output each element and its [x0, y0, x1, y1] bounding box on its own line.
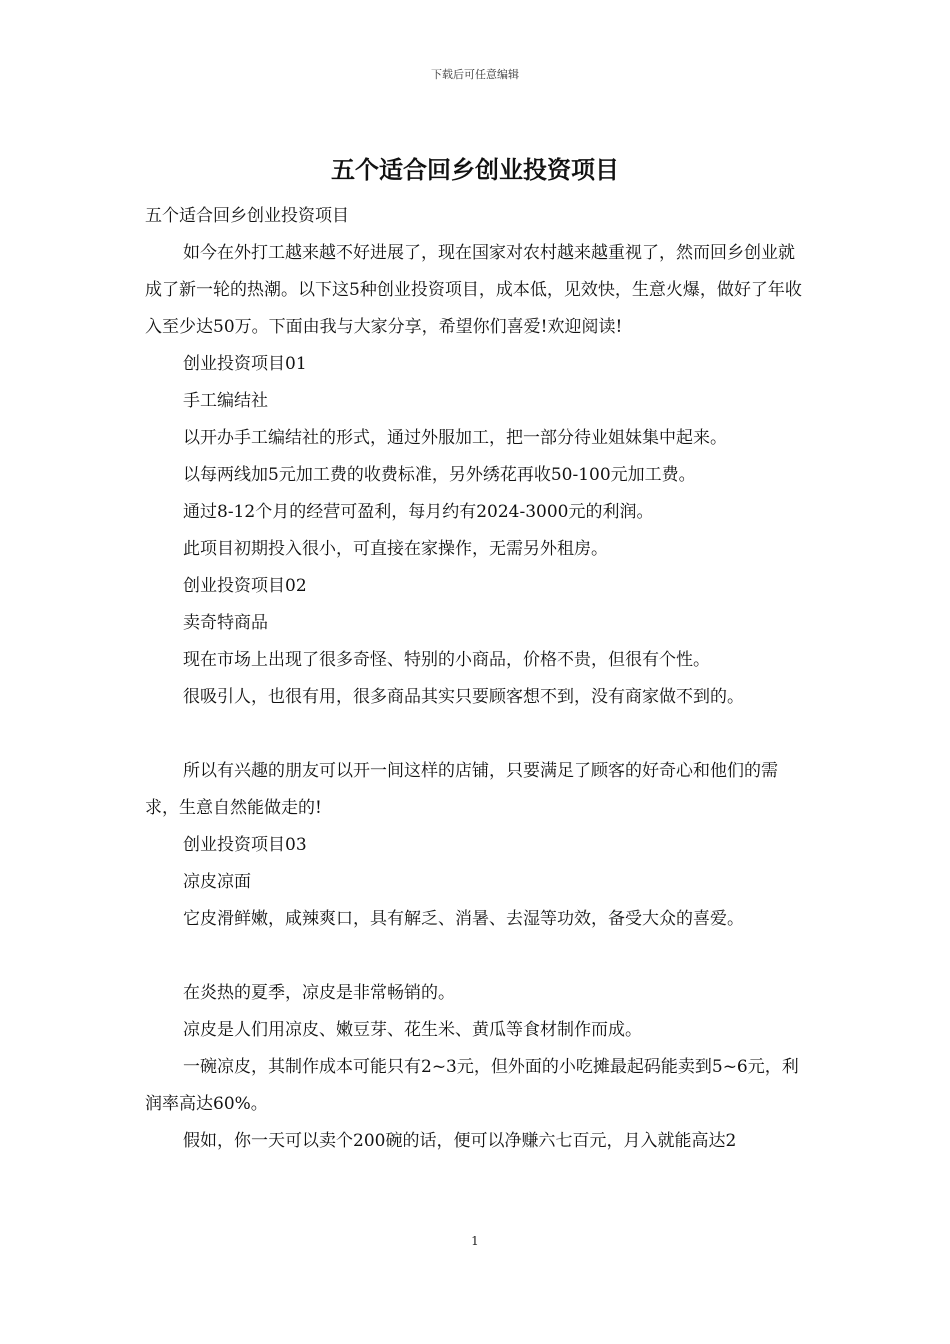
- paragraph: 此项目初期投入很小，可直接在家操作，无需另外租房。: [183, 539, 608, 559]
- paragraph: 很吸引人，也很有用，很多商品其实只要顾客想不到，没有商家做不到的。: [183, 687, 744, 707]
- paragraph: 以每两线加5元加工费的收费标准，另外绣花再收50-100元加工费。: [183, 465, 696, 485]
- paragraph: 它皮滑鲜嫩，咸辣爽口，具有解乏、消暑、去湿等功效，备受大众的喜爱。: [183, 909, 744, 929]
- section-heading-01: 创业投资项目01: [183, 354, 307, 374]
- paragraph: 在炎热的夏季，凉皮是非常畅销的。: [183, 983, 455, 1003]
- paragraph: 以开办手工编结社的形式，通过外服加工，把一部分待业姐妹集中起来。: [183, 428, 727, 448]
- document-title: 五个适合回乡创业投资项目: [331, 156, 619, 184]
- project-name-02: 卖奇特商品: [183, 613, 268, 633]
- project-name-01: 手工编结社: [183, 391, 268, 411]
- project-name-03: 凉皮凉面: [183, 872, 251, 892]
- paragraph-subtitle: 五个适合回乡创业投资项目: [145, 206, 349, 226]
- section-heading-02: 创业投资项目02: [183, 576, 307, 596]
- page-number: 1: [471, 1234, 479, 1248]
- paragraph: 假如，你一天可以卖个200碗的话，便可以净赚六七百元，月入就能高达2: [183, 1131, 737, 1151]
- blank-line: [145, 716, 810, 753]
- paragraph: 一碗凉皮，其制作成本可能只有2~3元，但外面的小吃摊最起码能卖到5~6元，利润率高达60%。: [145, 1057, 799, 1114]
- paragraph: 凉皮是人们用凉皮、嫩豆芽、花生米、黄瓜等食材制作而成。: [183, 1020, 642, 1040]
- paragraph: 所以有兴趣的朋友可以开一间这样的店铺，只要满足了顾客的好奇心和他们的需求，生意自然能做走的!: [145, 761, 778, 818]
- document-body: [145, 198, 810, 1160]
- section-heading-03: 创业投资项目03: [183, 835, 307, 855]
- paragraph: 通过8-12个月的经营可盈利，每月约有2024-3000元的利润。: [183, 502, 654, 522]
- header-note: 下载后可任意编辑: [431, 68, 519, 81]
- paragraph-intro: 如今在外打工越来越不好进展了，现在国家对农村越来越重视了，然而回乡创业就成了新一轮的热潮。以下这5种创业投资项目，成本低，见效快，生意火爆，做好了年收入至少达50万。下面由我与大家分享，希望你们喜爱!欢迎阅读!: [145, 243, 802, 337]
- blank-line: [145, 938, 810, 975]
- paragraph: 现在市场上出现了很多奇怪、特别的小商品，价格不贵，但很有个性。: [183, 650, 710, 670]
